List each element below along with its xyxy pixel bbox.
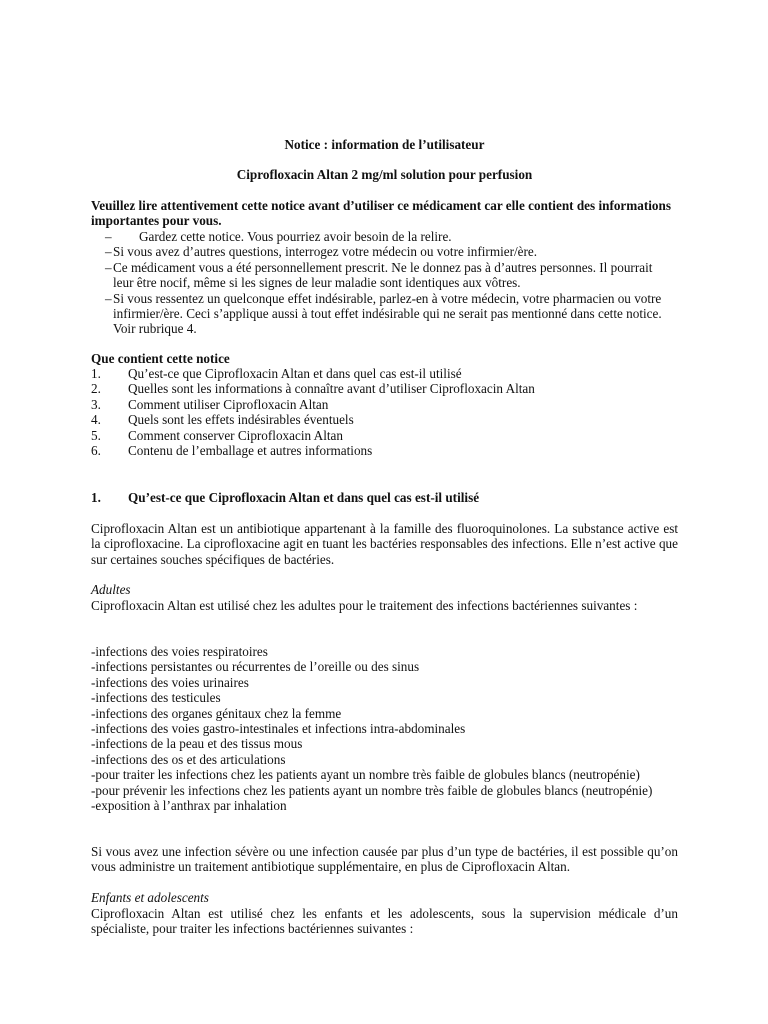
toc-item: 1. Qu’est-ce que Ciprofloxacin Altan et dans quel cas est-il utilisé [91,366,462,381]
dash-marker: – [105,244,112,260]
list-item: -exposition à l’anthrax par inhalation [91,798,287,814]
toc-heading: Que contient cette notice [91,351,230,366]
section-1-heading: 1. Qu’est-ce que Ciprofloxacin Altan et dans quel cas est-il utilisé [91,490,480,505]
warning-list [91,229,676,337]
dash-marker: – [105,229,112,244]
children-text: Ciprofloxacin Altan est utilisé chez les enfants et les adolescents, sous la supervision médicale d’un spécialiste, pour traiter les infections bactériennes suivantes : [91,906,678,937]
children-heading: Enfants et adolescents [91,890,209,905]
list-item: -pour prévenir les infections chez les patients ayant un nombre très faible de globules blancs (neutropénie) [91,782,653,798]
list-item: -infections des voies urinaires [91,674,249,690]
document-subtitle: Ciprofloxacin Altan 2 mg/ml solution pour perfusion [236,167,533,182]
warning-item: – Gardez cette notice. Vous pourriez avoir besoin de la relire. [105,229,452,244]
toc-item: 5. Comment conserver Ciprofloxacin Altan [91,427,343,443]
toc-item: 6. Contenu de l’emballage et autres informations [91,442,373,458]
list-item: -infections persistantes ou récurrentes de l’oreille ou des sinus [91,659,420,675]
list-item: -infections des voies gastro-intestinales et infections intra-abdominales [91,721,466,737]
dash-marker: – [105,259,112,275]
list-item: -infections des voies respiratoires [91,644,268,659]
toc-item: 3. Comment utiliser Ciprofloxacin Altan [91,396,329,412]
toc-item: 4. Quels sont les effets indésirables éventuels [91,412,354,428]
warning-item: – Ce médicament vous a été personnellement prescrit. Ne le donnez pas à d’autres personnes. Il pourrait leur être nocif, même si les signes de leur maladie sont identiques aux vôtres. [105,259,653,291]
warning-item: – Si vous ressentez un quelconque effet indésirable, parlez-en à votre médecin, votre pharmacien ou votre infirmier/ère. Ceci s’applique aussi à tout effet indésirable qui ne serait pas mentionné dans cette notice. Voir rubrique 4. [105,290,662,337]
adults-infection-list [91,644,678,813]
warning-heading: Veuillez lire attentivement cette notice avant d’utiliser ce médicament car elle contient des informations importantes pour vous. [91,198,671,229]
adults-heading: Adultes [91,582,131,597]
toc-list [91,366,678,458]
list-item: -pour traiter les infections chez les patients ayant un nombre très faible de globules blancs (neutropénie) [91,767,640,783]
section-1-intro: Ciprofloxacin Altan est un antibiotique appartenant à la famille des fluoroquinolones. La substance active est la ciprofloxacine. La ciprofloxacine agit en tuant les bactéries responsables des infections. Elle n’est active que sur certaines souches spécifiques de bactéries. [91,521,678,567]
adults-text: Ciprofloxacin Altan est utilisé chez les adultes pour le traitement des infections bactériennes suivantes : [91,598,638,613]
list-item: -infections des organes génitaux chez la femme [91,705,342,721]
document-title: Notice : information de l’utilisateur [284,137,485,152]
list-item: -infections des os et des articulations [91,751,286,767]
dash-marker: – [105,290,112,306]
warning-item: – Si vous avez d’autres questions, interrogez votre médecin ou votre infirmier/ère. [105,244,538,260]
toc-item: 2. Quelles sont les informations à connaître avant d’utiliser Ciprofloxacin Altan [91,381,535,397]
list-item: -infections des testicules [91,690,221,706]
severe-infection-text: Si vous avez une infection sévère ou une infection causée par plus d’un type de bactéries, il est possible qu’on vous administre un traitement antibiotique supplémentaire, en plus de Ciprofloxacin Altan. [91,844,678,875]
list-item: -infections de la peau et des tissus mous [91,736,303,752]
